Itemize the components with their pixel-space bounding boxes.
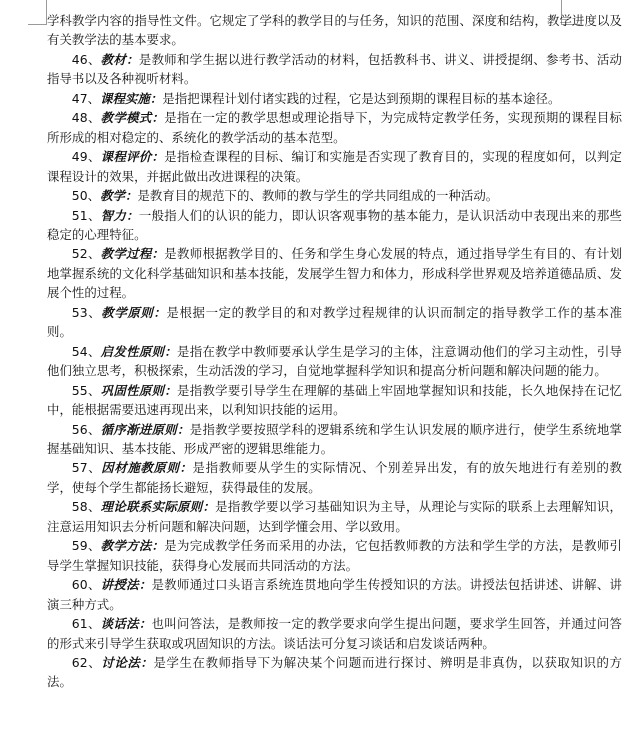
entry-term: 课程评价：	[100, 149, 165, 165]
entry-term: 智力：	[100, 207, 139, 223]
intro-paragraph: 学科教学内容的指导性文件。它规定了学科的教学目的与任务，知识的范围、深度和结构，教学进度以及有关教学法的基本要求。	[47, 13, 622, 48]
entry-term: 讲授法：	[100, 577, 152, 593]
entry-text: 是指教学要以学习基础知识为主导，从理论与实际的联系上去理解知识，注意运用知识去分析问题和解决问题，达到学懂会用、学以致用。	[47, 499, 622, 534]
entry-term: 谈话法：	[100, 616, 152, 632]
entry-term: 教学模式：	[100, 110, 165, 126]
entry-term: 课程实施：	[100, 90, 163, 106]
definition-58	[47, 497, 622, 536]
definition-50	[47, 186, 622, 205]
entry-text: 是教师通过口头语言系统连贯地向学生传授知识的方法。讲授法包括讲述、讲解、讲演三种方式。	[47, 577, 622, 612]
entry-term: 教学方法：	[100, 538, 165, 554]
entry-term: 教学：	[100, 188, 138, 204]
definition-53	[47, 303, 622, 342]
entry-text: 是学生在教师指导下为解决某个问题而进行探讨、辨明是非真伪，以获取知识的方法。	[47, 654, 623, 690]
entry-term: 教学原则：	[101, 304, 167, 320]
entry-number: 62、	[71, 654, 102, 670]
definition-55	[47, 381, 622, 420]
entry-term: 理论联系实际原则：	[100, 499, 216, 515]
entry-term: 教材：	[100, 51, 139, 67]
entry-number: 55、	[71, 382, 101, 398]
entry-term: 因材施教原则：	[101, 460, 193, 476]
definition-51	[47, 206, 622, 245]
definition-46	[47, 50, 622, 89]
entry-text: 是教师根据教学目的、任务和学生身心发展的特点，通过指导学生有目的、有计划地掌握系统的文化科学基础知识和基本技能，发展学生智力和体力，形成科学世界观及培养道德品质、发展个性的过程。	[47, 246, 622, 301]
entry-text: 是指教学要引导学生在理解的基础上牢固地掌握知识和技能，长久地保持在记忆中，能根据需要迅速再现出来，以利知识技能的运用。	[47, 382, 622, 418]
definition-54	[47, 342, 622, 381]
entry-text: 是指检查课程的目标、编订和实施是否实现了教育目的，实现的程度如何，以判定课程设计的效果，并据此做出改进课程的决策。	[47, 149, 622, 184]
definition-49	[47, 147, 622, 186]
definition-52	[47, 244, 622, 302]
entry-term: 启发性原则：	[100, 343, 178, 359]
entry-number: 60、	[71, 577, 101, 593]
definition-61	[47, 614, 622, 653]
page-corner-mark-left	[28, 0, 47, 25]
entry-number: 61、	[71, 616, 101, 632]
entry-text: 是为完成教学任务而采用的办法，它包括教师教的方法和学生学的方法，是教师引导学生掌握知识技能，获得身心发展而共同活动的方法。	[47, 538, 622, 573]
definition-59	[47, 536, 622, 575]
entry-text: 是指教学要按照学科的逻辑系统和学生认识发展的顺序进行，使学生系统地掌握基础知识、基本技能、形成严密的逻辑思维能力。	[47, 421, 622, 456]
definition-48	[47, 108, 622, 147]
entry-number: 52、	[71, 246, 101, 262]
entry-number: 48、	[71, 110, 101, 126]
entry-number: 53、	[71, 304, 102, 320]
entry-text: 是指在一定的教学思想或理论指导下，为完成特定教学任务，实现预期的课程目标所形成的相对稳定的、系统化的教学活动的基本范型。	[47, 110, 622, 145]
entry-text: 是指把课程计划付诸实践的过程，它是达到预期的课程目标的基本途径。	[162, 90, 561, 106]
entry-text: 是教育目的规范下的、教师的教与学生的学共同组成的一种活动。	[137, 188, 499, 204]
definition-60	[47, 575, 622, 614]
entry-term: 教学过程：	[100, 246, 165, 262]
entry-term: 循序渐进原则：	[100, 421, 190, 437]
definition-56	[47, 420, 622, 459]
entry-number: 49、	[71, 149, 101, 165]
entry-text: 也叫问答法，是教师按一定的教学要求向学生提出问题，要求学生回答，并通过问答的形式来引导学生获取或巩固知识的方法。谈话法可分复习谈话和启发谈话两种。	[47, 616, 622, 651]
entry-term: 巩固性原则：	[100, 382, 178, 398]
entry-number: 47、	[71, 90, 101, 106]
entry-number: 57、	[71, 460, 102, 476]
entry-number: 51、	[71, 207, 101, 223]
entry-number: 54、	[71, 343, 101, 359]
definition-57	[47, 458, 622, 497]
entry-text: 是指在教学中教师要承认学生是学习的主体，注意调动他们的学习主动性，引导他们独立思考，积极探索，生动活泼的学习，自觉地掌握科学知识和提高分析问题和解决问题的能力。	[47, 343, 622, 379]
entry-number: 46、	[71, 51, 101, 67]
entry-term: 讨论法：	[101, 654, 154, 670]
entry-number: 59、	[71, 538, 101, 554]
entry-text: 是指教师要从学生的实际情况、个别差异出发，有的放矢地进行有差别的教学，使每个学生都能扬长避短，获得最佳的发展。	[47, 460, 622, 495]
entry-text: 一般指人们的认识的能力，即认识客观事物的基本能力，是认识活动中表现出来的那些稳定的心理特征。	[47, 207, 622, 242]
entry-text: 是教师和学生据以进行教学活动的材料，包括教科书、讲义、讲授提纲、参考书、活动指导书以及各种视听材料。	[47, 51, 622, 87]
entry-number: 56、	[71, 421, 101, 437]
entry-number: 50、	[71, 188, 101, 204]
definition-47	[47, 89, 622, 108]
document-body[interactable]	[47, 11, 622, 692]
definition-62	[47, 653, 622, 692]
entry-number: 58、	[71, 499, 101, 515]
entry-text: 是根据一定的教学目的和对教学过程规律的认识而制定的指导教学工作的基本准则。	[47, 304, 623, 340]
